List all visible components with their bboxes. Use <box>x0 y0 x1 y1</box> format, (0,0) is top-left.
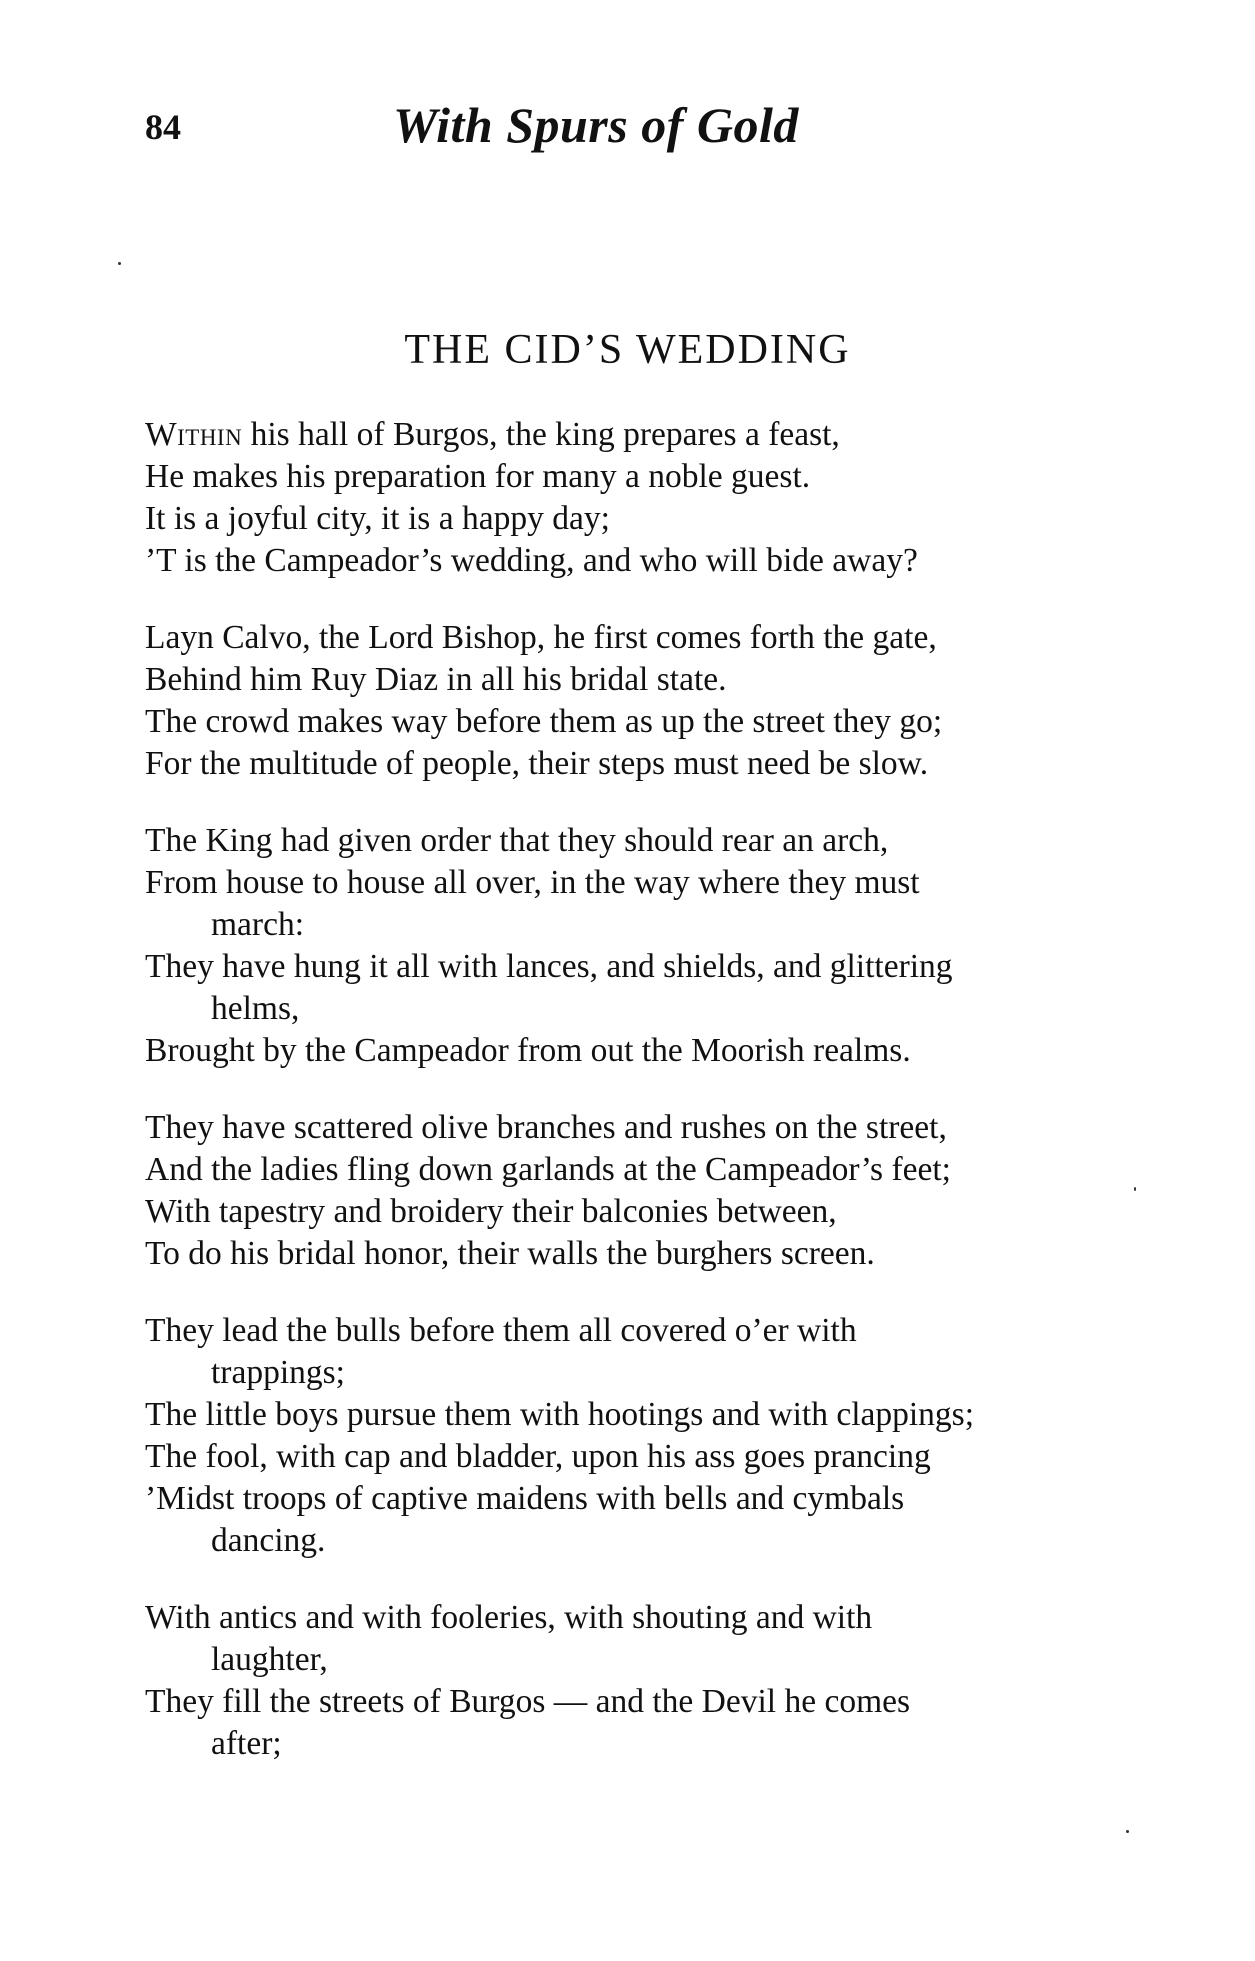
poem-line <box>145 498 1105 540</box>
stanza <box>145 1597 1105 1765</box>
poem-line <box>145 1436 1105 1478</box>
poem-line-continuation: trappings; <box>211 1354 345 1391</box>
poem-line <box>145 701 1105 743</box>
poem-line <box>145 862 1105 904</box>
page-number: 84 <box>145 107 181 147</box>
poem-line-continuation: laughter, <box>211 1641 328 1678</box>
poem-line-text: ’Midst troops of captive maidens with bells and cymbals <box>145 1480 905 1517</box>
stanza <box>145 617 1105 785</box>
poem-line <box>145 617 1105 659</box>
poem-line-text: Behind him Ruy Diaz in all his bridal state. <box>145 661 727 698</box>
poem-line <box>145 540 1105 582</box>
stanza <box>145 1310 1105 1562</box>
scan-speck <box>1126 1830 1129 1833</box>
poem-line-text: Layn Calvo, the Lord Bishop, he first comes forth the gate, <box>145 619 937 656</box>
poem-title: THE CID’S WEDDING <box>404 327 851 373</box>
scan-speck <box>1134 1187 1136 1191</box>
poem-line <box>145 743 1105 785</box>
poem-line-text: Brought by the Campeador from out the Moorish realms. <box>145 1032 911 1069</box>
poem-line <box>145 1394 1105 1436</box>
poem-line-text: The little boys pursue them with hootings and with clappings; <box>145 1396 975 1433</box>
poem-line <box>145 1233 1105 1275</box>
poem-line-continuation: dancing. <box>211 1522 326 1559</box>
poem-line-text: The fool, with cap and bladder, upon his ass goes prancing <box>145 1438 931 1475</box>
poem-line <box>145 946 1105 988</box>
poem-line <box>145 1030 1105 1072</box>
poem-line-continuation: helms, <box>211 990 300 1027</box>
scan-speck <box>118 262 121 265</box>
running-head <box>145 96 1105 166</box>
poem-line <box>145 1107 1105 1149</box>
stanza <box>145 414 1105 582</box>
poem-body <box>145 414 1105 1800</box>
poem-line <box>145 1191 1105 1233</box>
poem-line-text: The King had given order that they should rear an arch, <box>145 822 889 859</box>
poem-line-text: The crowd makes way before them as up the street they go; <box>145 703 943 740</box>
poem-line-text: ’T is the Campeador’s wedding, and who will bide away? <box>145 542 918 579</box>
poem-line-text: It is a joyful city, it is a happy day; <box>145 500 610 537</box>
poem-line <box>145 456 1105 498</box>
poem-line-text: They have hung it all with lances, and shields, and glittering <box>145 948 953 985</box>
poem-line-text: With antics and with fooleries, with shouting and with <box>145 1599 873 1636</box>
poem-line <box>145 1149 1105 1191</box>
poem-line-text: He makes his preparation for many a noble guest. <box>145 458 811 495</box>
poem-line <box>145 1681 1105 1723</box>
poem-line-text: To do his bridal honor, their walls the burghers screen. <box>145 1235 875 1272</box>
running-title: With Spurs of Gold <box>393 97 799 153</box>
poem-line <box>145 659 1105 701</box>
poem-line-text: With tapestry and broidery their balconies between, <box>145 1193 837 1230</box>
poem-line <box>145 414 1105 456</box>
opening-word: Within <box>145 416 243 453</box>
stanza <box>145 820 1105 1072</box>
poem-line <box>145 820 1105 862</box>
poem-line-text: For the multitude of people, their steps must need be slow. <box>145 745 929 782</box>
poem-line <box>145 1597 1105 1639</box>
poem-line-text: And the ladies fling down garlands at the Campeador’s feet; <box>145 1151 951 1188</box>
poem-line <box>145 1310 1105 1352</box>
poem-line-text: They have scattered olive branches and rushes on the street, <box>145 1109 947 1146</box>
poem-line-text: From house to house all over, in the way where they must <box>145 864 920 901</box>
poem-line <box>145 1478 1105 1520</box>
stanza <box>145 1107 1105 1275</box>
poem-line-text: They lead the bulls before them all covered o’er with <box>145 1312 857 1349</box>
poem-line-continuation: march: <box>211 906 305 943</box>
poem-line-continuation: after; <box>211 1725 282 1762</box>
poem-line-text: They fill the streets of Burgos — and the Devil he comes <box>145 1683 911 1720</box>
poem-line-text: his hall of Burgos, the king prepares a feast, <box>250 416 840 453</box>
